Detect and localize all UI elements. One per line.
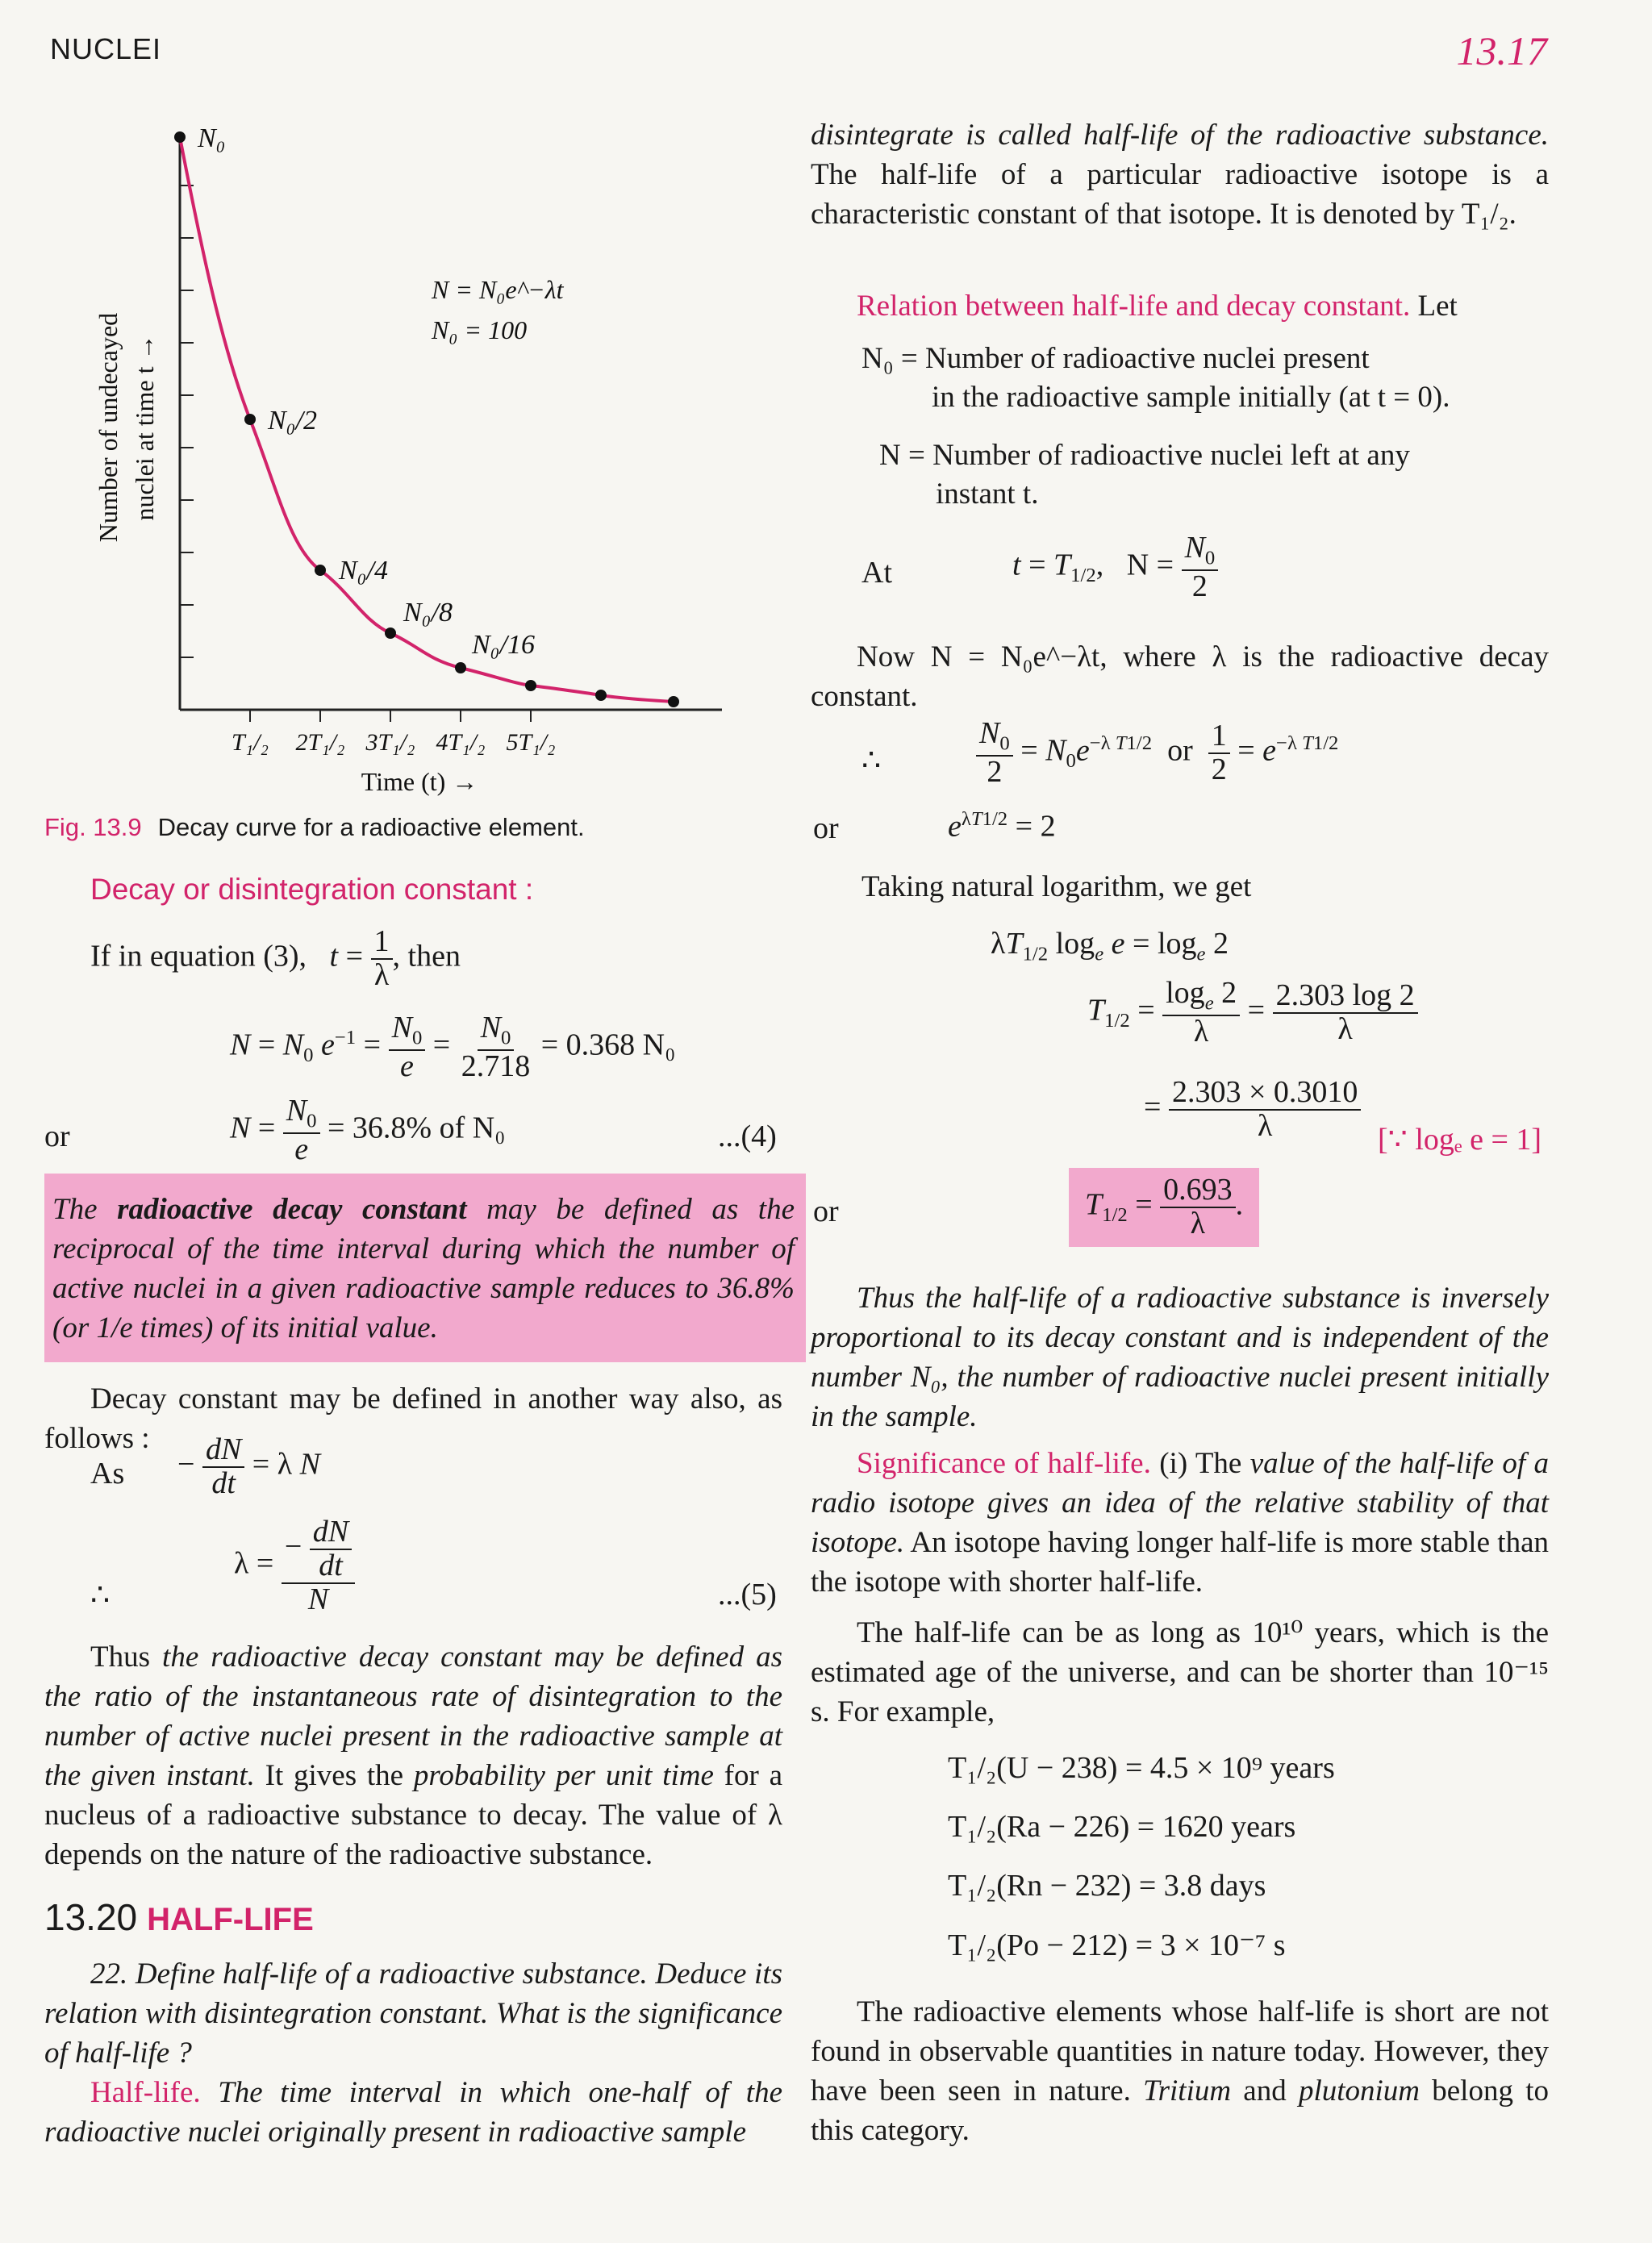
final-tritium: Tritium [1143,2074,1232,2108]
or-label-right-1: or [813,811,839,845]
equation-numeric: = $\frac{2.303 \times 0.3010}{\lambda}$ [1144,1077,1361,1143]
y-axis-label-2: nuclei at time t → [130,334,159,521]
thus-paragraph [44,1637,782,1874]
eq4-number: ...(4) [718,1119,777,1153]
eq2-tail: = 36.8% of N₀ [327,1111,506,1145]
n0-definition-2: in the radioactive sample initially (at t = 0). [932,381,1450,414]
point-5 [525,680,536,691]
if-equation: If in equation (3), t = $\frac{1}{\lambda}$ , then [90,924,461,992]
equation-dn-dt: − $\frac{dN}{dt}$ = λ N [177,1432,321,1500]
caption-label: Fig. 13.9 [44,813,142,841]
result-num: 0.693 [1160,1174,1236,1208]
section-title: HALF-LIFE [147,1902,314,1937]
equation-t-half-log: $T_{1/2}$ = $\frac{\log_e 2}{\lambda}$ = $\frac{2.303 \log 2}{\lambda}$ [1087,978,1418,1048]
then-text: , then [392,939,461,973]
question-text: 22. Define half-life of a radioactive substance. Deduce its relation with disintegration constant. What is the significance of half-life ? [44,1957,782,2070]
section-heading [44,1895,314,1939]
thus-1: Thus [90,1641,163,1674]
x-axis-label: Time (t) → [361,767,478,796]
def-bold: radioactive decay constant [117,1193,467,1226]
label-n0: N₀ [198,123,226,153]
equation-5: λ = − $\frac{dN}{dt}$ N [234,1516,355,1616]
n-definition-1: N = Number of radioactive nuclei left at any [879,439,1410,472]
halflife-definition [44,2073,782,2152]
tick-5: 5T₁/₂ [506,729,556,756]
formula-line2: N₀ = 100 [432,315,528,344]
label-n0-eighth: N₀/8 [403,598,453,627]
continue-text: disintegrate is called half-life of the radioactive substance. [811,119,1549,152]
therefore-symbol: ∴ [90,1578,111,1612]
significance-1: (i) The [1150,1447,1250,1480]
equation-4: N = $\frac{N_0}{e}$ = 36.8% of N₀ [230,1094,506,1166]
or-label-1: or [44,1119,70,1153]
if-text: If in equation (3), [90,939,307,973]
point-n0-half [244,414,256,425]
point-n0-quarter [315,565,326,576]
thus-3: It gives the [254,1759,414,1792]
definition-box [44,1174,806,1362]
equation-n-e: $N = N_0$ $e^{-1}$ = $\frac{N_0}{e}$ = $\frac{N_0}{2.718}$ = 0.368 N₀ [230,1011,676,1083]
n-definition-2: instant t. [936,477,1039,511]
tick-4: 4T₁/₂ [436,729,486,756]
now-paragraph [811,637,1549,716]
eq1-tail: = 0.368 N₀ [540,1028,676,1062]
significance-2: value of the half-life of a radio isotope gives an idea of the relative stability of that isotope. [811,1447,1549,1559]
thus-4: probability per unit time [413,1759,714,1792]
example-po212: T₁/₂(Po − 212) = 3 × 10⁻⁷ s [948,1928,1286,1962]
point-6 [595,690,607,701]
thus-2: the radioactive decay constant may be defined as the ratio of the instantaneous rate of disintegration to the number of active nuclei present in the radioactive sample at the given instant. [44,1641,783,1792]
continue-paragraph [811,115,1549,234]
equation-half-substitute: $\frac{N_0}{2}$ = $N_0e^{-\lambda T1/2}$ or $\frac{1}{2}$ = $e^{-\lambda T1/2}$ [976,718,1338,788]
chapter-header: NUCLEI [50,32,162,65]
example-rn232: T₁/₂(Rn − 232) = 3.8 days [948,1869,1266,1903]
label-n0-quarter: N₀/4 [339,556,388,586]
page-number: 13.17 [1456,28,1547,73]
point-7 [668,696,679,707]
formula-line1: N = N₀e^−λt [432,275,564,304]
equation-log: $\lambda T_{1/2}$ $\log_e e = \log_e 2$ [991,927,1229,965]
significance-paragraph [811,1444,1549,1602]
halflife-label: Half-life. [90,2076,201,2109]
def-pre: The [52,1193,118,1226]
example-ra226: T₁/₂(Ra − 226) = 1620 years [948,1810,1296,1844]
now-text: Now N = N₀e^−λt, where λ is the radioactive decay constant. [811,640,1549,713]
log-note [1378,1121,1541,1157]
final-plutonium: plutonium [1298,2074,1420,2108]
another-way-text: Decay constant may be defined in another way also, as follows : [44,1382,782,1455]
thus-right-text: Thus the half-life of a radioactive substance is inversely proportional to its decay constant and is independent of the number N₀, the number of radioactive nuclei present initially in the sample. [811,1282,1549,1433]
n0-definition-1: N₀ = Number of radioactive nuclei present [861,342,1370,375]
result-box: $T_{1/2}$ = $\frac{0.693}{\lambda}$ . [1069,1168,1259,1247]
eq5-number: ...(5) [718,1578,777,1611]
thus-5: for a nucleus of a radioactive substance to decay. The value of λ depends on the nature of the radioactive substance. [44,1759,782,1871]
log-note-text: [∵ logₑ e = 1] [1378,1123,1542,1157]
decay-curve-figure [81,105,758,815]
equation-at-half: $t = T_{1/2}$, N = $\frac{N_0}{2}$ [1012,532,1218,602]
relation-heading: Relation between half-life and decay constant. [857,290,1411,323]
final-paragraph [811,1992,1549,2150]
significance-3: An isotope having longer half-life is more stable than the isotope with shorter half-life. [811,1526,1549,1599]
caption-text: Decay curve for a radioactive element. [157,813,585,841]
y-axis-label-1: Number of undecayed [94,312,123,543]
at-label: At [861,556,892,590]
label-n0-half: N₀/2 [268,406,317,436]
point-n0-eighth [385,627,396,639]
figure-caption [44,813,585,842]
halflife-char-text: The half-life of a particular radioactive isotope is a characteristic constant of that isotope. It is denoted by T₁/₂. [811,158,1549,231]
as-label: As [90,1457,125,1490]
range-text: The half-life can be as long as 10¹⁰ years, which is the estimated age of the universe, and can be shorter than 10⁻¹⁵ s. For example, [811,1616,1549,1728]
section-number: 13.20 [44,1896,138,1938]
range-paragraph [811,1613,1549,1732]
tick-2: 2T₁/₂ [295,729,345,756]
or-label-right-2: or [813,1194,839,1228]
question-22 [44,1954,782,2073]
taking-log-text: Taking natural logarithm, we get [861,870,1252,903]
label-n0-sixteenth: N₀/16 [472,630,535,660]
point-n0-sixteenth [455,662,466,673]
decay-constant-heading: Decay or disintegration constant : [90,873,534,906]
halflife-text: The time interval in which one-half of the radioactive nuclei originally present in radioactive sample [44,2076,782,2149]
significance-label: Significance of half-life. [857,1447,1151,1480]
final-3: and [1231,2074,1299,2108]
relation-paragraph [811,286,1549,326]
def-post: may be defined as the reciprocal of the time interval during which the number of active nuclei in a given radioactive sample reduces to 36.8% (or 1/e times) of its initial value. [52,1193,795,1345]
therefore-right: ∴ [861,744,882,778]
point-n0 [174,131,186,143]
another-way-paragraph [44,1379,782,1458]
let-text: Let [1410,290,1458,323]
final-5: belong to this category. [811,2074,1549,2147]
final-1: The radioactive elements whose half-life is short are not found in observable quantities in nature today. However, they have been seen in nature. [811,1995,1549,2108]
tick-3: 3T₁/₂ [365,729,415,756]
equation-exp-2: $e^{\lambda T1/2} = 2$ [948,808,1056,844]
thus-right-paragraph [811,1278,1549,1436]
tick-1: T₁/₂ [232,729,269,756]
example-u238: T₁/₂(U − 238) = 4.5 × 10⁹ years [948,1751,1335,1785]
